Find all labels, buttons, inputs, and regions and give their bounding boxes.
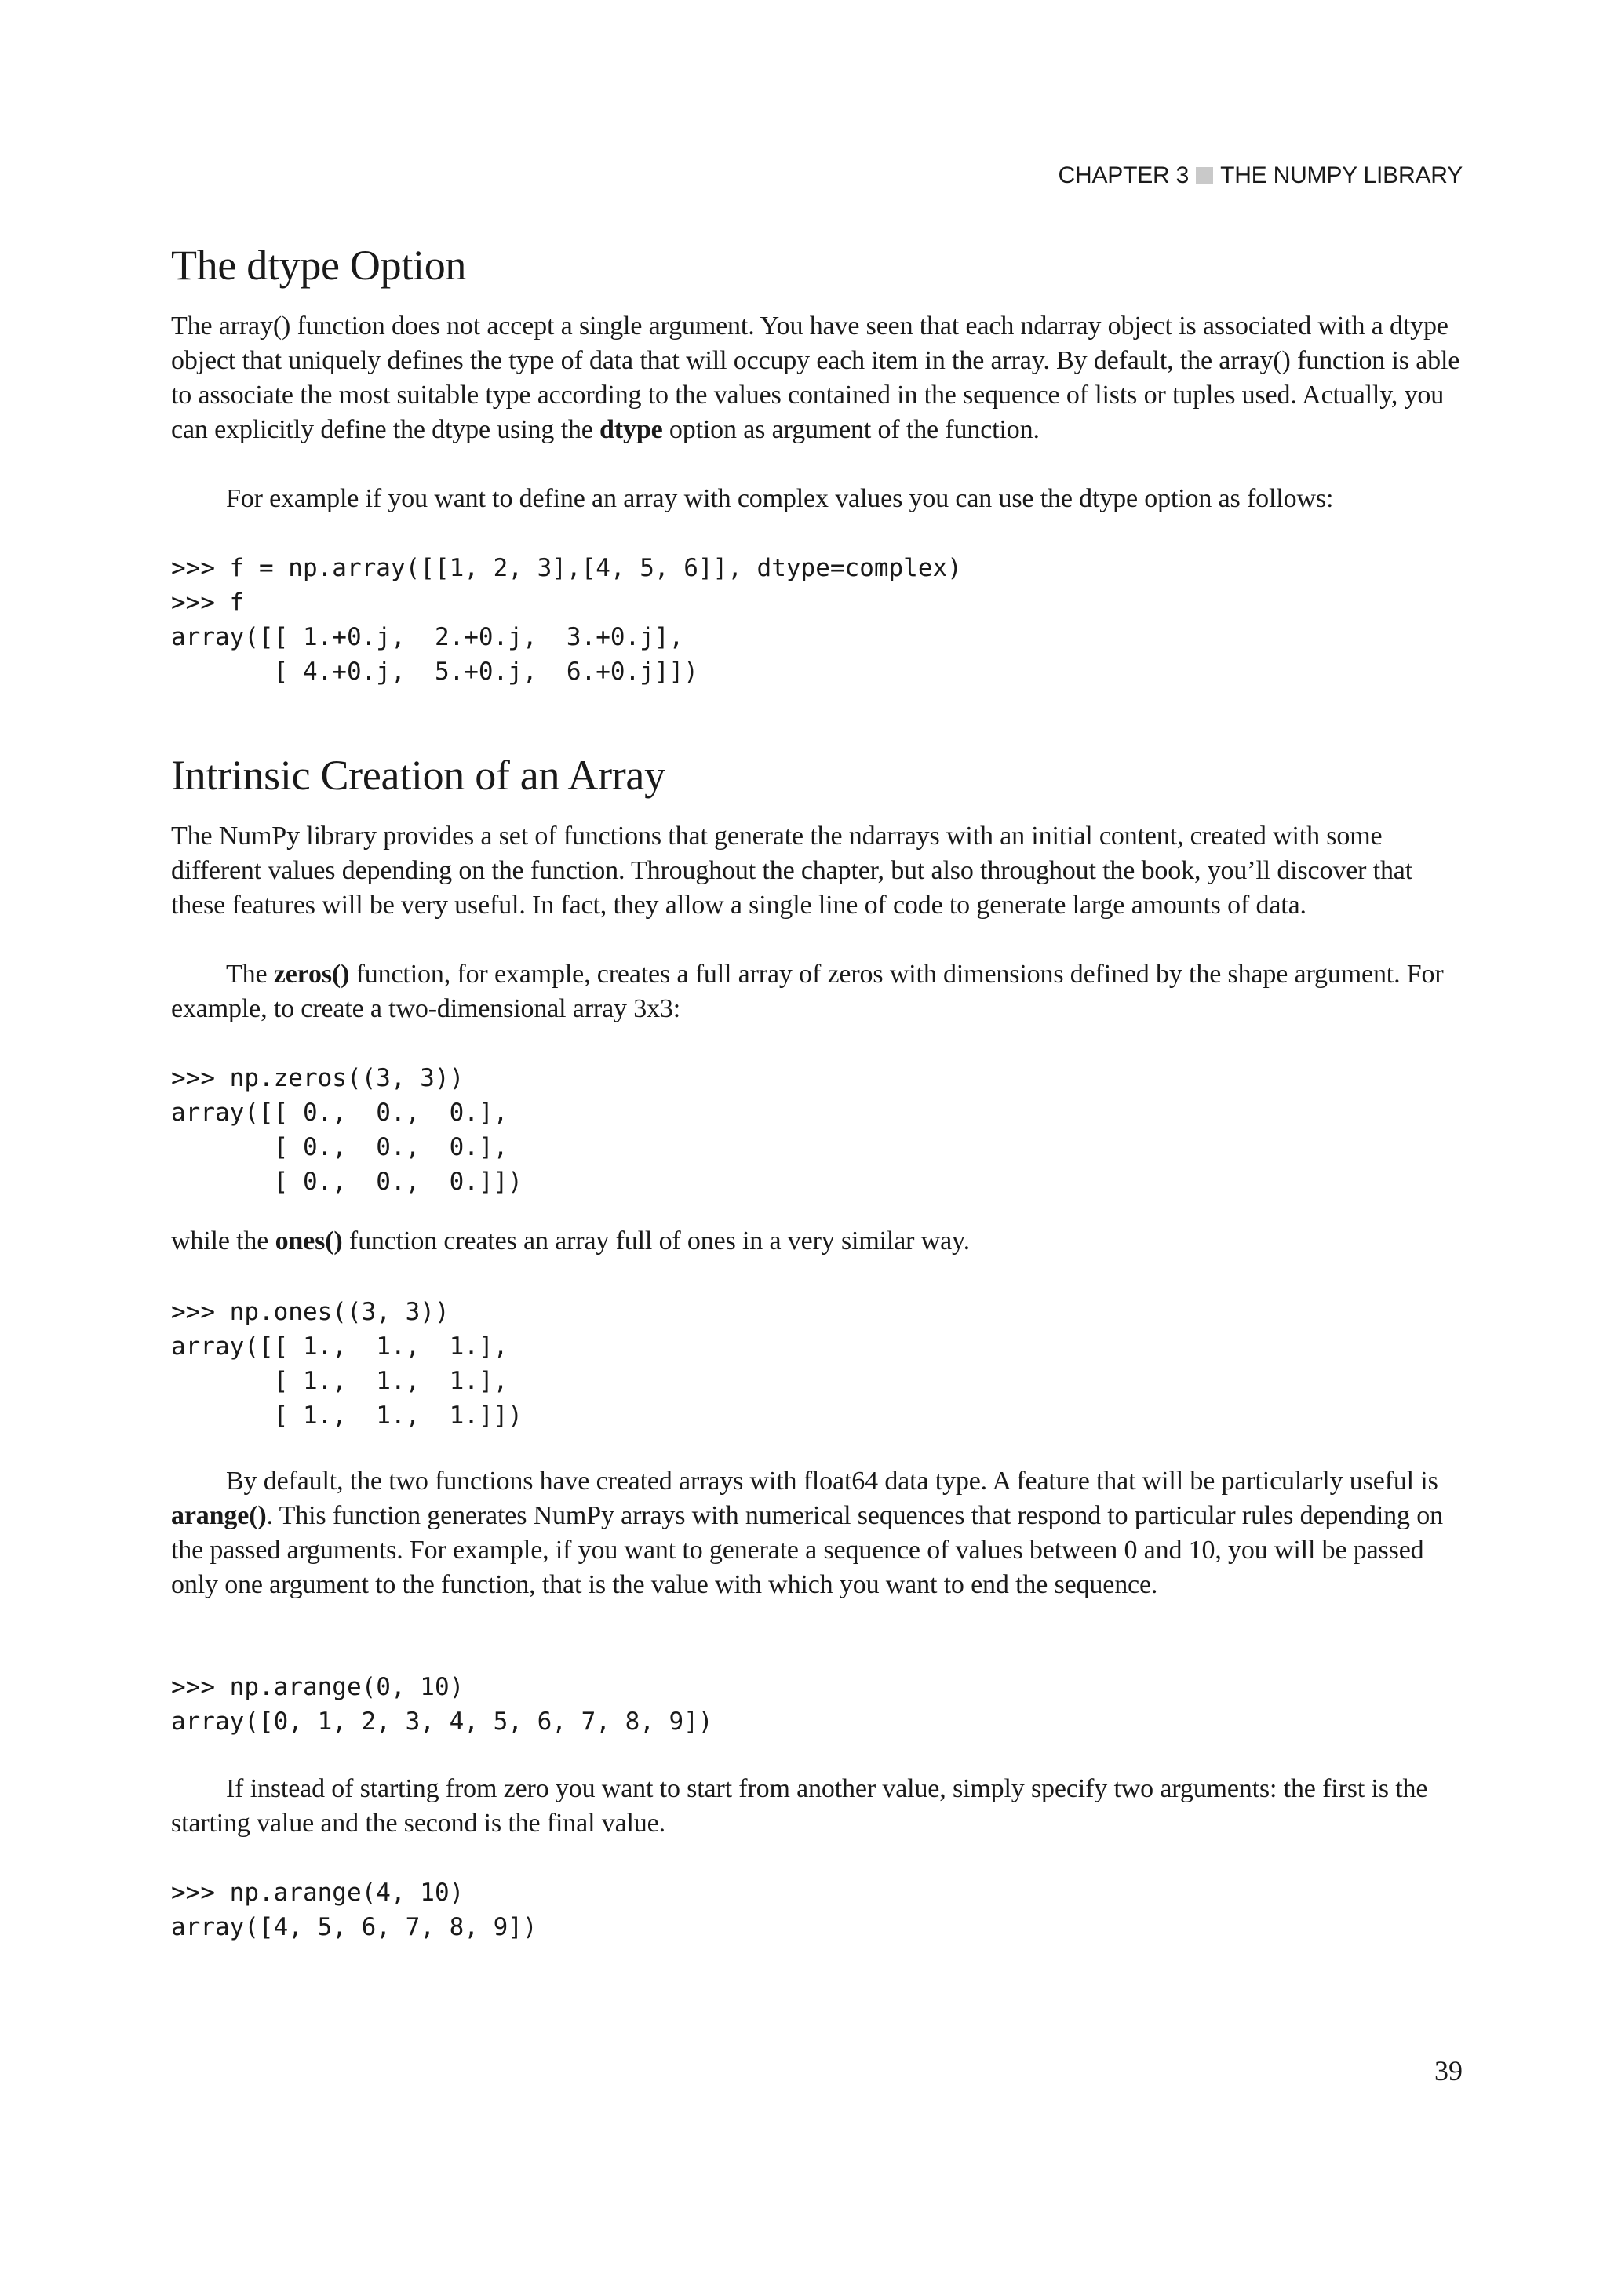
chapter-label: CHAPTER 3	[1058, 162, 1190, 188]
text-run: function, for example, creates a full array of zeros with dimensions defined by the shape argument. For example, to create a two-dimensional array 3x3:	[171, 960, 1444, 1023]
bold-term-arange: arange()	[171, 1501, 267, 1530]
running-head	[1059, 162, 1463, 189]
text-run: function creates an array full of ones in a very similar way.	[342, 1226, 971, 1256]
section-heading-dtype-option: The dtype Option	[171, 242, 467, 289]
text-run: . This function generates NumPy arrays with numerical sequences that respond to particular rules depending on the passed arguments. For example, if you want to generate a sequence of values between 0 and 10, you will be passed only one argument to the function, that is the value with which you want to end the sequence.	[171, 1501, 1443, 1599]
text-run: The array() function does not accept a single argument. You have seen that each ndarray object is associated with a dtype object that uniquely defines the type of data that will occupy each item in the array. By default, the array() function is able to associate the most suitable type according to the values contained in the sequence of lists or tuples used. Actually, you can explicitly define the dtype using the	[171, 312, 1460, 444]
text-run: option as argument of the function.	[662, 415, 1040, 444]
code-block-arange-4-10: >>> np.arange(4, 10) array([4, 5, 6, 7, 8, 9])	[171, 1879, 537, 1941]
paragraph-arange	[171, 1464, 1464, 1602]
paragraph-zeros	[171, 957, 1464, 1026]
bold-term-dtype: dtype	[599, 415, 663, 444]
page-number: 39	[1434, 2055, 1463, 2086]
text-run: The	[226, 960, 274, 989]
section-heading-intrinsic-creation: Intrinsic Creation of an Array	[171, 752, 665, 799]
bold-term-ones: ones()	[275, 1226, 343, 1256]
text-run: while the	[171, 1226, 275, 1256]
chapter-title: THE NUMPY LIBRARY	[1220, 162, 1463, 188]
separator-square-icon	[1196, 167, 1213, 184]
paragraph-dtype-intro	[171, 309, 1464, 447]
paragraph-arange-two-args: If instead of starting from zero you want to start from another value, simply specify two arguments: the first is the starting value and the second is the final value.	[171, 1774, 1428, 1838]
text-run: By default, the two functions have created arrays with float64 data type. A feature that will be particularly useful is	[226, 1467, 1438, 1496]
bold-term-zeros: zeros()	[273, 960, 350, 989]
code-block-ones: >>> np.ones((3, 3)) array([[ 1., 1., 1.], [ 1., 1., 1.], [ 1., 1., 1.]])	[171, 1298, 523, 1430]
code-block-complex-array: >>> f = np.array([[1, 2, 3],[4, 5, 6]], dtype=complex) >>> f array([[ 1.+0.j, 2.+0.j, 3.+0.j], [ 4.+0.j, 5.+0.j, 6.+0.j]])	[171, 554, 962, 686]
paragraph-intrinsic-intro: The NumPy library provides a set of functions that generate the ndarrays with an initial content, created with some different values depending on the function. Throughout the chapter, but also throughout the book, you’ll discover that these features will be very useful. In fact, they allow a single line of code to generate large amounts of data.	[171, 822, 1413, 920]
code-block-zeros: >>> np.zeros((3, 3)) array([[ 0., 0., 0.], [ 0., 0., 0.], [ 0., 0., 0.]])	[171, 1064, 523, 1196]
paragraph-ones	[171, 1224, 1464, 1259]
paragraph-complex-example: For example if you want to define an array with complex values you can use the dtype option as follows:	[226, 484, 1334, 513]
code-block-arange-0-10: >>> np.arange(0, 10) array([0, 1, 2, 3, 4, 5, 6, 7, 8, 9])	[171, 1673, 713, 1736]
